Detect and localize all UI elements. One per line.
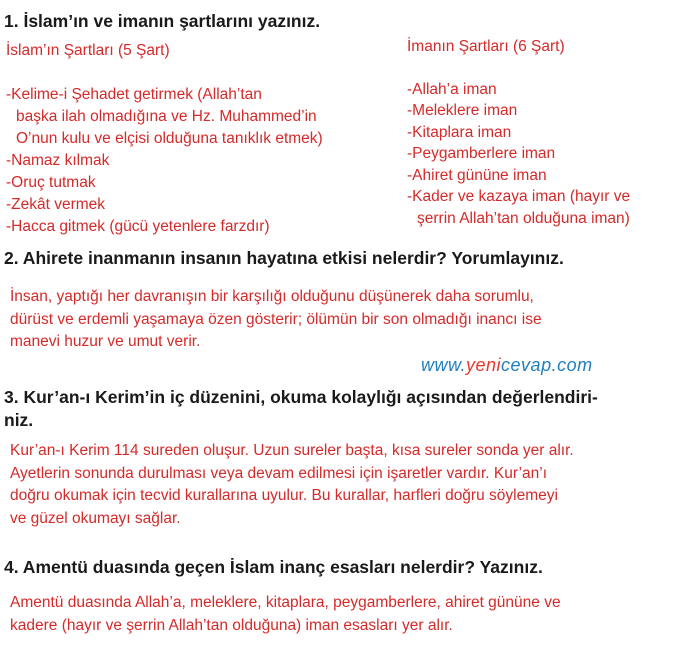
answer-line: manevi huzur ve umut verir. (10, 333, 201, 350)
islam-condition-item: -Kelime-i Şehadet getirmek (Allah’tan (6, 86, 262, 103)
islam-condition-item: -Oruç tutmak (6, 174, 96, 191)
answer-line: ve güzel okumayı sağlar. (10, 509, 181, 527)
answer-line: Amentü duasında Allah’a, meleklere, kitaplara, peygamberlere, ahiret gününe ve (10, 594, 561, 611)
question-4-answer (10, 592, 561, 637)
question-2-title: 2. Ahirete inanmanın insanın hayatına etkisi nelerdir? Yorumlayınız. (4, 248, 564, 268)
iman-conditions-heading: İmanın Şartları (6 Şart) (407, 38, 565, 55)
question-3-answer (10, 440, 574, 530)
question-3-title-line: 3. Kur’an-ı Kerim’in iç düzenini, okuma kolaylığı açısından değerlendiri- (4, 387, 598, 407)
site-watermark (421, 355, 593, 376)
answer-line: Kur’an-ı Kerim 114 sureden oluşur. Uzun sureler başta, kısa sureler sonda yer alır. (10, 442, 574, 459)
islam-condition-item: başka ilah olmadığına ve Hz. Muhammed’in (16, 108, 317, 125)
islam-condition-item: -Hacca gitmek (gücü yetenlere farzdır) (6, 218, 270, 235)
iman-condition-item: -Kader ve kazaya iman (hayır ve (407, 188, 631, 205)
iman-condition-item: -Kitaplara iman (407, 123, 512, 141)
iman-condition-item: -Allah’a iman (407, 80, 497, 98)
watermark-prefix: www. (421, 355, 467, 375)
islam-conditions-heading: İslam’ın Şartları (5 Şart) (6, 42, 170, 59)
iman-condition-item: -Meleklere iman (407, 102, 518, 119)
iman-conditions-column (407, 36, 630, 229)
watermark-suffix: cevap.com (501, 355, 593, 375)
answer-line: kadere (hayır ve şerrin Allah’tan olduğuna) iman esasları yer alır. (10, 616, 453, 634)
question-3-title (4, 386, 598, 431)
question-4-title: 4. Amentü duasında geçen İslam inanç esasları nelerdir? Yazınız. (4, 557, 543, 577)
islam-conditions-column (6, 40, 323, 238)
islam-condition-item: O’nun kulu ve elçisi olduğuna tanıklık etmek) (16, 130, 323, 147)
answer-line: İnsan, yaptığı her davranışın bir karşılığı olduğunu düşünerek daha sorumlu, (10, 288, 534, 305)
islam-condition-item: -Namaz kılmak (6, 152, 110, 169)
islam-condition-item: -Zekât vermek (6, 196, 106, 213)
answer-line: Ayetlerin sonunda durulması veya devam edilmesi için işaretler vardır. Kur’an’ı (10, 464, 548, 482)
iman-condition-item: -Peygamberlere iman (407, 145, 556, 162)
iman-condition-item: -Ahiret gününe iman (407, 166, 547, 184)
answer-line: doğru okumak için tecvid kurallarına uyulur. Bu kurallar, harfleri doğru söylemeyi (10, 487, 558, 504)
iman-condition-item: şerrin Allah’tan olduğuna iman) (417, 209, 630, 227)
question-2-answer (10, 286, 542, 354)
question-3-title-line: niz. (4, 410, 34, 430)
answer-line: dürüst ve erdemli yaşamaya özen gösterir; ölümün bir son olmadığı inancı ise (10, 310, 542, 328)
watermark-accent: yeni (466, 355, 502, 375)
question-1-title: 1. İslam’ın ve imanın şartlarını yazınız. (4, 11, 321, 31)
